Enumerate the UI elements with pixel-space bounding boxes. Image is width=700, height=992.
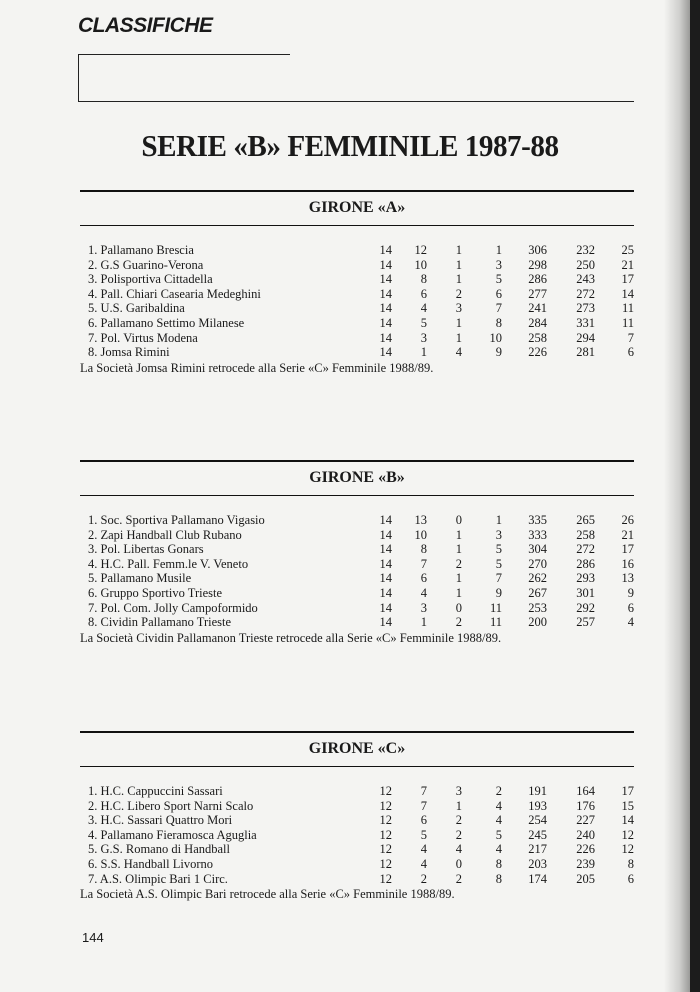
table-row — [80, 243, 634, 258]
team-name: 2. G.S Guarino-Verona — [88, 257, 204, 272]
losses-cell: 2 — [495, 784, 502, 798]
games-played-cell: 12 — [379, 871, 392, 886]
games-played-cell: 14 — [379, 272, 392, 287]
goals-against-cell: 250 — [576, 257, 595, 272]
goals-against-cell: 226 — [576, 842, 595, 857]
relegation-note: La Società Cividin Pallamanon Trieste retrocede alla Serie «C» Femminile 1988/89. — [80, 630, 502, 645]
page-edge-binding — [690, 0, 700, 992]
losses-cell: 9 — [495, 585, 502, 600]
team-name: 8. Cividin Pallamano Trieste — [88, 615, 232, 630]
points-cell: 6 — [627, 600, 634, 615]
standings-table — [80, 243, 634, 360]
team-name: 2. H.C. Libero Sport Narni Scalo — [88, 798, 254, 813]
goals-against-cell: 272 — [576, 542, 595, 557]
games-played-cell: 14 — [379, 513, 392, 527]
draws-cell: 2 — [455, 871, 462, 886]
table-row — [80, 513, 634, 528]
points-cell: 17 — [621, 272, 634, 287]
goals-against-cell: 294 — [576, 330, 595, 345]
goals-for-cell: 262 — [528, 571, 547, 586]
draws-cell: 1 — [455, 542, 462, 557]
draws-cell: 1 — [455, 330, 462, 345]
wins-cell: 5 — [420, 315, 427, 330]
points-cell: 11 — [621, 301, 634, 316]
header-frame — [78, 54, 634, 102]
team-name: 5. G.S. Romano di Handball — [88, 842, 231, 857]
points-cell: 21 — [621, 527, 634, 542]
points-cell: 12 — [621, 827, 634, 842]
points-cell: 8 — [627, 856, 634, 871]
losses-cell: 3 — [495, 257, 502, 272]
draws-cell: 3 — [455, 784, 462, 798]
losses-cell: 5 — [495, 827, 502, 842]
team-name: 4. Pall. Chiari Casearia Medeghini — [88, 286, 261, 301]
team-name: 7. A.S. Olimpic Bari 1 Circ. — [88, 871, 228, 886]
goals-for-cell: 193 — [528, 798, 547, 813]
points-cell: 15 — [621, 798, 634, 813]
table-row — [80, 842, 634, 857]
goals-for-cell: 258 — [528, 330, 547, 345]
points-cell: 12 — [621, 842, 634, 857]
team-name: 6. Pallamano Settimo Milanese — [88, 315, 245, 330]
points-cell: 16 — [621, 556, 634, 571]
points-cell: 14 — [621, 286, 634, 301]
table-row — [80, 557, 634, 572]
goals-against-cell: 240 — [576, 827, 595, 842]
goals-against-cell: 273 — [576, 301, 595, 316]
goals-for-cell: 306 — [528, 243, 547, 257]
games-played-cell: 14 — [379, 243, 392, 257]
points-cell: 17 — [621, 784, 634, 798]
table-row — [80, 301, 634, 316]
draws-cell: 1 — [455, 527, 462, 542]
goals-for-cell: 284 — [528, 315, 547, 330]
table-row — [80, 828, 634, 843]
draws-cell: 0 — [455, 513, 462, 527]
table-row — [80, 287, 634, 302]
goals-against-cell: 281 — [576, 345, 595, 360]
wins-cell: 6 — [420, 571, 427, 586]
losses-cell: 7 — [495, 301, 502, 316]
draws-cell: 2 — [455, 286, 462, 301]
table-row — [80, 571, 634, 586]
games-played-cell: 14 — [379, 571, 392, 586]
relegation-note: La Società Jomsa Rimini retrocede alla Serie «C» Femminile 1988/89. — [80, 360, 434, 375]
table-row — [80, 258, 634, 273]
wins-cell: 3 — [420, 600, 427, 615]
draws-cell: 1 — [455, 798, 462, 813]
losses-cell: 10 — [489, 330, 502, 345]
wins-cell: 4 — [420, 842, 427, 857]
goals-against-cell: 243 — [576, 272, 595, 287]
points-cell: 9 — [627, 585, 634, 600]
draws-cell: 3 — [455, 301, 462, 316]
goals-for-cell: 191 — [528, 784, 547, 798]
draws-cell: 2 — [455, 556, 462, 571]
table-row — [80, 345, 634, 360]
goals-for-cell: 226 — [528, 345, 547, 360]
goals-for-cell: 245 — [528, 827, 547, 842]
games-played-cell: 14 — [379, 527, 392, 542]
team-name: 5. U.S. Garibaldina — [88, 301, 185, 316]
games-played-cell: 12 — [379, 798, 392, 813]
draws-cell: 2 — [455, 813, 462, 828]
goals-against-cell: 176 — [576, 798, 595, 813]
games-played-cell: 14 — [379, 345, 392, 360]
team-name: 7. Pol. Com. Jolly Campoformido — [88, 600, 258, 615]
losses-cell: 4 — [495, 813, 502, 828]
goals-for-cell: 267 — [528, 585, 547, 600]
games-played-cell: 14 — [379, 600, 392, 615]
table-row — [80, 528, 634, 543]
team-name: 2. Zapi Handball Club Rubano — [88, 527, 242, 542]
goals-for-cell: 217 — [528, 842, 547, 857]
wins-cell: 8 — [420, 542, 427, 557]
losses-cell: 1 — [495, 513, 502, 527]
games-played-cell: 14 — [379, 615, 392, 630]
team-name: 7. Pol. Virtus Modena — [88, 330, 198, 345]
goals-for-cell: 174 — [528, 871, 547, 886]
group-a — [80, 190, 634, 376]
goals-for-cell: 253 — [528, 600, 547, 615]
relegation-note: La Società A.S. Olimpic Bari retrocede alla Serie «C» Femminile 1988/89. — [80, 887, 455, 902]
table-row — [80, 813, 634, 828]
games-played-cell: 14 — [379, 286, 392, 301]
losses-cell: 8 — [495, 871, 502, 886]
wins-cell: 13 — [414, 513, 427, 527]
wins-cell: 4 — [420, 585, 427, 600]
table-row — [80, 799, 634, 814]
draws-cell: 2 — [455, 615, 462, 630]
wins-cell: 6 — [420, 286, 427, 301]
goals-for-cell: 333 — [528, 527, 547, 542]
goals-against-cell: 331 — [576, 315, 595, 330]
team-name: 6. Gruppo Sportivo Trieste — [88, 585, 223, 600]
losses-cell: 4 — [495, 798, 502, 813]
losses-cell: 8 — [495, 856, 502, 871]
goals-against-cell: 232 — [576, 243, 595, 257]
points-cell: 14 — [621, 813, 634, 828]
team-name: 3. H.C. Sassari Quattro Mori — [88, 813, 233, 828]
goals-for-cell: 241 — [528, 301, 547, 316]
draws-cell: 0 — [455, 856, 462, 871]
wins-cell: 10 — [414, 257, 427, 272]
goals-for-cell: 203 — [528, 856, 547, 871]
wins-cell: 7 — [420, 556, 427, 571]
points-cell: 6 — [627, 871, 634, 886]
table-row — [80, 331, 634, 346]
games-played-cell: 12 — [379, 784, 392, 798]
games-played-cell: 12 — [379, 842, 392, 857]
table-row — [80, 857, 634, 872]
goals-for-cell: 298 — [528, 257, 547, 272]
losses-cell: 8 — [495, 315, 502, 330]
losses-cell: 11 — [489, 615, 502, 630]
goals-against-cell: 265 — [576, 513, 595, 527]
group-title: GIRONE «C» — [308, 740, 406, 757]
games-played-cell: 14 — [379, 542, 392, 557]
goals-against-cell: 257 — [576, 615, 595, 630]
games-played-cell: 14 — [379, 585, 392, 600]
team-name: 1. Pallamano Brescia — [88, 243, 194, 257]
draws-cell: 1 — [455, 272, 462, 287]
group-title: GIRONE «A» — [308, 199, 406, 216]
goals-for-cell: 286 — [528, 272, 547, 287]
losses-cell: 9 — [495, 345, 502, 360]
table-row — [80, 872, 634, 887]
points-cell: 6 — [627, 345, 634, 360]
group-c — [80, 731, 634, 902]
team-name: 8. Jomsa Rimini — [88, 345, 170, 360]
points-cell: 17 — [621, 542, 634, 557]
standings-table — [80, 784, 634, 886]
goals-for-cell: 254 — [528, 813, 547, 828]
points-cell: 21 — [621, 257, 634, 272]
goals-for-cell: 335 — [528, 513, 547, 527]
goals-against-cell: 293 — [576, 571, 595, 586]
wins-cell: 4 — [420, 301, 427, 316]
goals-against-cell: 239 — [576, 856, 595, 871]
points-cell: 7 — [627, 330, 634, 345]
wins-cell: 2 — [420, 871, 427, 886]
points-cell: 13 — [621, 571, 634, 586]
wins-cell: 6 — [420, 813, 427, 828]
games-played-cell: 14 — [379, 330, 392, 345]
draws-cell: 1 — [455, 257, 462, 272]
draws-cell: 4 — [455, 345, 462, 360]
draws-cell: 1 — [455, 571, 462, 586]
goals-for-cell: 277 — [528, 286, 547, 301]
group-header — [80, 460, 634, 496]
games-played-cell: 14 — [379, 301, 392, 316]
losses-cell: 3 — [495, 527, 502, 542]
games-played-cell: 14 — [379, 257, 392, 272]
games-played-cell: 12 — [379, 813, 392, 828]
losses-cell: 5 — [495, 556, 502, 571]
section-label: CLASSIFICHE — [78, 14, 213, 37]
goals-against-cell: 205 — [576, 871, 595, 886]
team-name: 4. Pallamano Fieramosca Aguglia — [88, 827, 257, 842]
games-played-cell: 12 — [379, 856, 392, 871]
team-name: 6. S.S. Handball Livorno — [88, 856, 213, 871]
team-name: 4. H.C. Pall. Femm.le V. Veneto — [88, 556, 249, 571]
games-played-cell: 14 — [379, 315, 392, 330]
games-played-cell: 14 — [379, 556, 392, 571]
goals-against-cell: 258 — [576, 527, 595, 542]
group-header — [80, 190, 634, 226]
table-row — [80, 316, 634, 331]
losses-cell: 6 — [495, 286, 502, 301]
group-title: GIRONE «B» — [309, 469, 405, 486]
goals-for-cell: 304 — [528, 542, 547, 557]
wins-cell: 7 — [420, 784, 427, 798]
wins-cell: 1 — [420, 345, 427, 360]
losses-cell: 5 — [495, 272, 502, 287]
goals-against-cell: 286 — [576, 556, 595, 571]
table-row — [80, 615, 634, 630]
points-cell: 11 — [621, 315, 634, 330]
team-name: 1. H.C. Cappuccini Sassari — [88, 784, 223, 798]
table-row — [80, 784, 634, 799]
goals-for-cell: 270 — [528, 556, 547, 571]
goals-against-cell: 227 — [576, 813, 595, 828]
group-b — [80, 460, 634, 646]
table-row — [80, 586, 634, 601]
draws-cell: 2 — [455, 827, 462, 842]
draws-cell: 1 — [455, 243, 462, 257]
table-row — [80, 272, 634, 287]
wins-cell: 4 — [420, 856, 427, 871]
losses-cell: 7 — [495, 571, 502, 586]
wins-cell: 5 — [420, 827, 427, 842]
games-played-cell: 12 — [379, 827, 392, 842]
losses-cell: 5 — [495, 542, 502, 557]
goals-against-cell: 292 — [576, 600, 595, 615]
goals-for-cell: 200 — [528, 615, 547, 630]
page-number: 144 — [82, 930, 104, 945]
draws-cell: 1 — [455, 315, 462, 330]
wins-cell: 3 — [420, 330, 427, 345]
group-header — [80, 731, 634, 767]
draws-cell: 0 — [455, 600, 462, 615]
team-name: 3. Polisportiva Cittadella — [88, 272, 213, 287]
wins-cell: 8 — [420, 272, 427, 287]
standings-table — [80, 513, 634, 630]
losses-cell: 1 — [495, 243, 502, 257]
goals-against-cell: 272 — [576, 286, 595, 301]
draws-cell: 1 — [455, 585, 462, 600]
losses-cell: 4 — [495, 842, 502, 857]
team-name: 1. Soc. Sportiva Pallamano Vigasio — [88, 513, 265, 527]
table-row — [80, 542, 634, 557]
points-cell: 4 — [627, 615, 634, 630]
wins-cell: 12 — [414, 243, 427, 257]
team-name: 5. Pallamano Musile — [88, 571, 192, 586]
team-name: 3. Pol. Libertas Gonars — [88, 542, 204, 557]
points-cell: 26 — [621, 513, 634, 527]
wins-cell: 1 — [420, 615, 427, 630]
goals-against-cell: 301 — [576, 585, 595, 600]
table-row — [80, 601, 634, 616]
wins-cell: 10 — [414, 527, 427, 542]
wins-cell: 7 — [420, 798, 427, 813]
draws-cell: 4 — [455, 842, 462, 857]
points-cell: 25 — [621, 243, 634, 257]
page-title: SERIE «B» FEMMINILE 1987-88 — [141, 128, 559, 163]
losses-cell: 11 — [489, 600, 502, 615]
goals-against-cell: 164 — [576, 784, 595, 798]
